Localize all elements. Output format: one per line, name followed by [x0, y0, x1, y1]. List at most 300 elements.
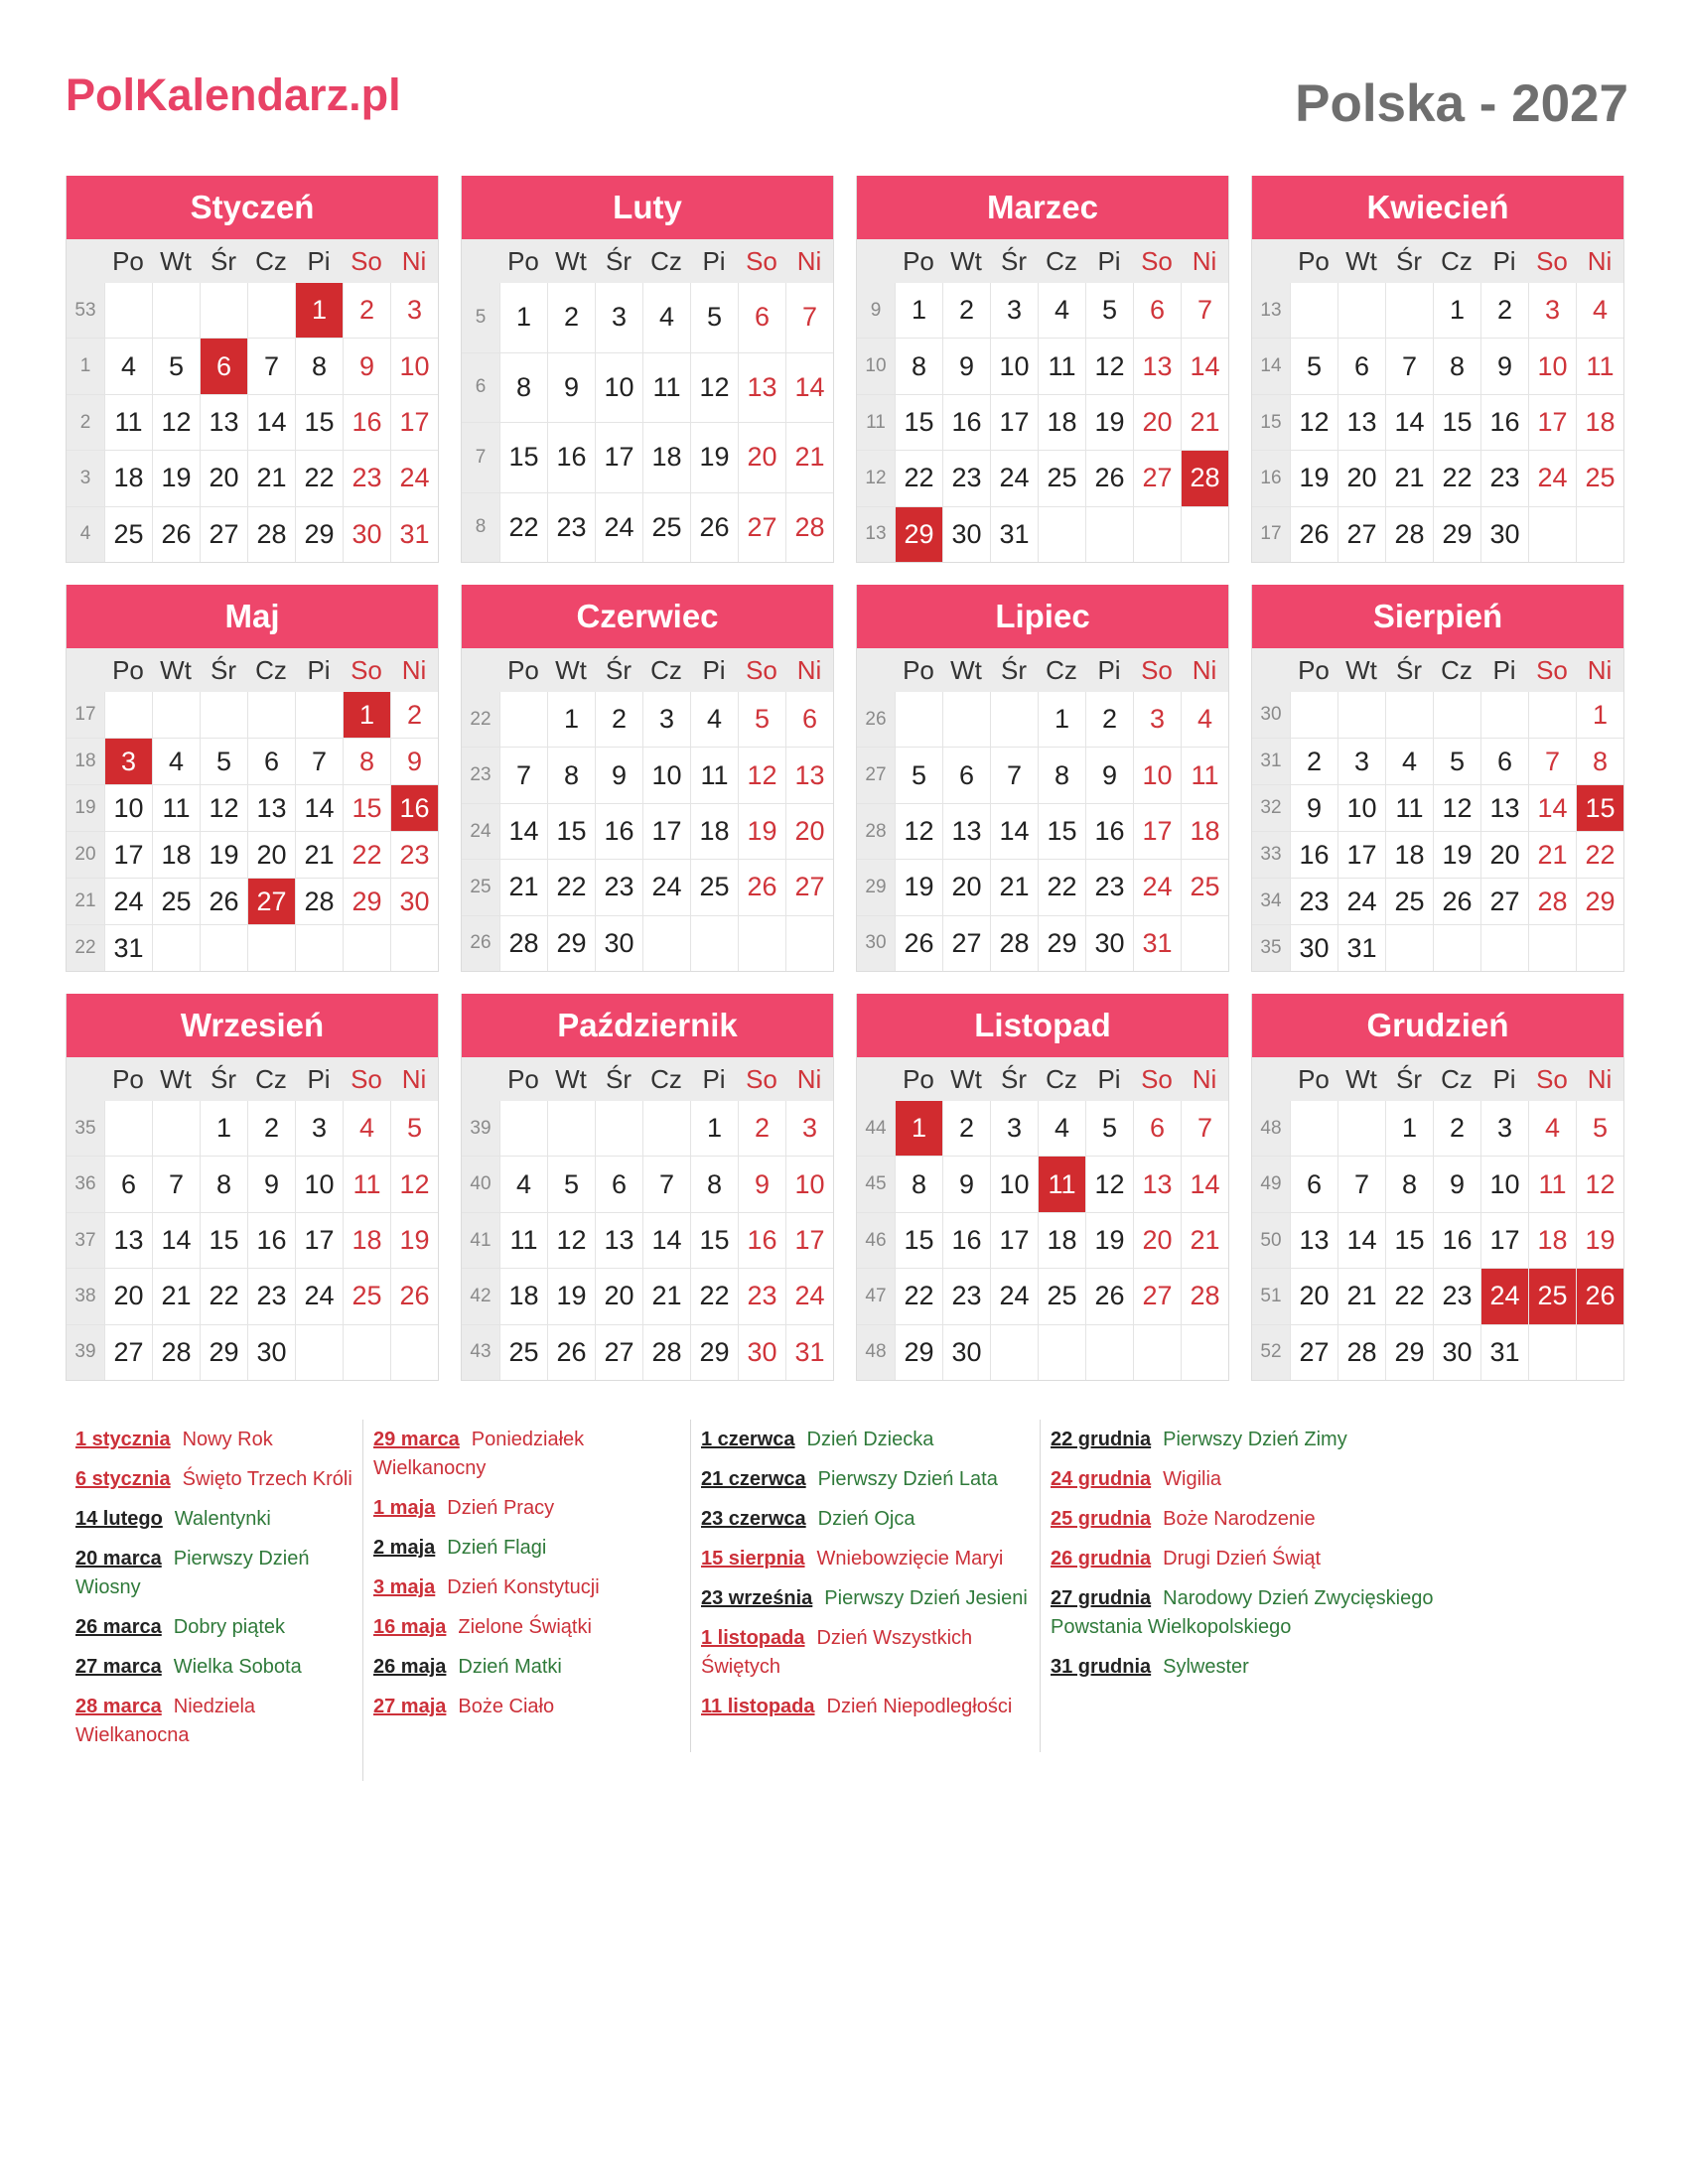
- month-header: Sierpień: [1252, 585, 1623, 648]
- day-cell: 24: [595, 493, 642, 563]
- day-cell: 25: [1528, 1269, 1576, 1323]
- month-header: Wrzesień: [67, 994, 438, 1057]
- day-cell: 2: [343, 283, 390, 338]
- week-number: 38: [67, 1269, 104, 1323]
- week-number: 30: [857, 916, 895, 971]
- holiday-date-link[interactable]: 15 sierpnia: [701, 1548, 805, 1570]
- empty-day-cell: [200, 692, 247, 738]
- day-cell: 25: [690, 860, 738, 914]
- day-cell: 20: [785, 804, 833, 859]
- week-row: [1252, 738, 1623, 784]
- week-number: 19: [67, 785, 104, 831]
- month-header: Styczeń: [67, 176, 438, 239]
- weekday-label: Śr: [1001, 1063, 1027, 1094]
- day-cell: 8: [690, 1157, 738, 1211]
- day-cell: 26: [690, 493, 738, 563]
- day-cell: 10: [1480, 1157, 1528, 1211]
- week-number: 33: [1252, 832, 1290, 878]
- holiday-name: Sylwester: [1163, 1656, 1249, 1678]
- holiday-date-link[interactable]: 1 stycznia: [75, 1429, 171, 1450]
- day-cell: 25: [1181, 860, 1228, 914]
- day-cell: 20: [1290, 1269, 1337, 1323]
- month-calendar: [856, 176, 1229, 563]
- week-row: [857, 1156, 1228, 1211]
- day-cell: 7: [499, 748, 547, 802]
- day-cell: 30: [942, 1325, 990, 1380]
- day-cell: 30: [738, 1325, 785, 1380]
- holiday-column: [1041, 1420, 1537, 1712]
- holiday-item: [75, 1545, 352, 1602]
- empty-day-cell: [152, 1101, 200, 1156]
- day-cell: 12: [1576, 1157, 1623, 1211]
- week-number: 31: [1252, 739, 1290, 784]
- holiday-date-link[interactable]: 25 grudnia: [1051, 1508, 1152, 1530]
- month-header: Czerwiec: [462, 585, 833, 648]
- day-cell: 19: [200, 832, 247, 878]
- day-cell: 13: [942, 804, 990, 859]
- day-cell: 13: [200, 395, 247, 450]
- weekday-label: Ni: [1587, 654, 1613, 685]
- day-cell: 2: [247, 1101, 295, 1156]
- day-cell: 20: [738, 423, 785, 492]
- day-cell: 8: [1576, 739, 1623, 784]
- holiday-item: [1051, 1465, 1527, 1494]
- day-cell: 21: [1528, 832, 1576, 878]
- day-cell: 9: [595, 748, 642, 802]
- week-number: 34: [1252, 879, 1290, 924]
- day-cell: 11: [642, 353, 690, 423]
- empty-day-cell: [1385, 925, 1433, 971]
- day-cell: 1: [1385, 1101, 1433, 1156]
- empty-day-cell: [499, 692, 547, 747]
- week-row: [462, 1212, 833, 1268]
- day-cell: 7: [785, 283, 833, 352]
- day-cell: 23: [738, 1269, 785, 1323]
- week-row: [857, 915, 1228, 971]
- week-row: [1252, 338, 1623, 393]
- day-cell: 17: [990, 1213, 1038, 1268]
- day-cell: 5: [690, 283, 738, 352]
- day-cell: 16: [1290, 832, 1337, 878]
- day-cell: 5: [895, 748, 942, 802]
- week-row: [857, 1101, 1228, 1156]
- month-header: Maj: [67, 585, 438, 648]
- day-cell: 9: [390, 739, 438, 784]
- weekday-label: Wt: [555, 245, 587, 276]
- day-cell: 16: [942, 395, 990, 450]
- week-row: [1252, 1156, 1623, 1211]
- day-cell: 9: [343, 339, 390, 393]
- holiday-date-link[interactable]: 11 listopada: [701, 1696, 815, 1717]
- week-rows: [462, 692, 833, 971]
- holiday-name: Wigilia: [1163, 1468, 1222, 1490]
- day-cell: 6: [1133, 1101, 1181, 1156]
- day-cell: 24: [1480, 1269, 1528, 1323]
- day-cell: 30: [1433, 1325, 1480, 1380]
- holiday-column: [363, 1420, 691, 1752]
- day-cell: 26: [1576, 1269, 1623, 1323]
- holiday-name: Narodowy Dzień Zwycięskiego Powstania Wielkopolskiego: [1051, 1587, 1434, 1638]
- day-cell: 12: [738, 748, 785, 802]
- weekday-label: So: [746, 1063, 777, 1094]
- holiday-date-link[interactable]: 23 czerwca: [701, 1508, 806, 1530]
- day-cell: 24: [785, 1269, 833, 1323]
- holiday-date-link[interactable]: 31 grudnia: [1051, 1656, 1152, 1678]
- holiday-date-link[interactable]: 26 grudnia: [1051, 1548, 1152, 1570]
- week-row: [67, 692, 438, 738]
- weekday-label: Wt: [1345, 1063, 1377, 1094]
- day-cell: 5: [738, 692, 785, 747]
- day-cell: 1: [895, 283, 942, 338]
- day-cell: 5: [1576, 1101, 1623, 1156]
- holiday-name: Poniedziałek Wielkanocny: [373, 1429, 585, 1479]
- empty-day-cell: [1181, 507, 1228, 562]
- day-cell: 16: [343, 395, 390, 450]
- empty-day-cell: [1480, 925, 1528, 971]
- holiday-date-link[interactable]: 1 listopada: [701, 1627, 805, 1649]
- week-rows: [67, 1101, 438, 1380]
- month-header: Marzec: [857, 176, 1228, 239]
- holiday-name: Pierwszy Dzień Jesieni: [824, 1587, 1028, 1609]
- holiday-item: [373, 1693, 680, 1721]
- day-cell: 24: [390, 451, 438, 505]
- holiday-item: [1051, 1653, 1527, 1682]
- holiday-date-link[interactable]: 24 grudnia: [1051, 1468, 1152, 1490]
- day-cell: 2: [1433, 1101, 1480, 1156]
- holiday-legend: [66, 1420, 1537, 1781]
- week-row: [857, 450, 1228, 505]
- month-header: Kwiecień: [1252, 176, 1623, 239]
- week-row: [67, 831, 438, 878]
- day-cell: 3: [390, 283, 438, 338]
- week-number: 51: [1252, 1269, 1290, 1323]
- weekday-label: Wt: [160, 1063, 192, 1094]
- week-number: 10: [857, 339, 895, 393]
- week-row: [462, 283, 833, 352]
- day-cell: 24: [1133, 860, 1181, 914]
- month-calendar: [1251, 994, 1624, 1381]
- day-cell: 8: [895, 339, 942, 393]
- day-cell: 12: [1290, 395, 1337, 450]
- day-cell: 3: [595, 283, 642, 352]
- weekday-header-row: [857, 239, 1228, 283]
- empty-day-cell: [1528, 925, 1576, 971]
- day-cell: 14: [499, 804, 547, 859]
- week-number: 22: [462, 692, 499, 747]
- day-cell: 23: [343, 451, 390, 505]
- day-cell: 29: [343, 879, 390, 924]
- day-cell: 28: [152, 1325, 200, 1380]
- week-row: [1252, 1212, 1623, 1268]
- day-cell: 22: [499, 493, 547, 563]
- day-cell: 22: [547, 860, 595, 914]
- holiday-date-link[interactable]: 22 grudnia: [1051, 1429, 1152, 1450]
- day-cell: 24: [295, 1269, 343, 1323]
- day-cell: 29: [1385, 1325, 1433, 1380]
- weekday-label: Cz: [650, 654, 682, 685]
- empty-day-cell: [1528, 1325, 1576, 1380]
- holiday-date-link[interactable]: 3 maja: [373, 1576, 436, 1598]
- weekday-label: Śr: [1001, 245, 1027, 276]
- holiday-date-link[interactable]: 26 maja: [373, 1656, 447, 1678]
- day-cell: 7: [1181, 283, 1228, 338]
- holiday-date-link[interactable]: 26 marca: [75, 1616, 162, 1638]
- week-rows: [857, 692, 1228, 971]
- weekday-label: Śr: [211, 245, 236, 276]
- day-cell: 29: [895, 1325, 942, 1380]
- weekday-label: Ni: [401, 1063, 427, 1094]
- holiday-date-link[interactable]: 2 maja: [373, 1537, 436, 1559]
- day-cell: 26: [1085, 451, 1133, 505]
- day-cell: 28: [1337, 1325, 1385, 1380]
- empty-day-cell: [295, 925, 343, 971]
- week-row: [857, 747, 1228, 802]
- day-cell: 10: [1337, 785, 1385, 831]
- day-cell: 10: [104, 785, 152, 831]
- day-cell: 4: [499, 1157, 547, 1211]
- day-cell: 19: [547, 1269, 595, 1323]
- holiday-date-link[interactable]: 23 września: [701, 1587, 813, 1609]
- day-cell: 16: [1085, 804, 1133, 859]
- week-row: [67, 394, 438, 450]
- week-number: 14: [1252, 339, 1290, 393]
- weekday-label: So: [1536, 1063, 1568, 1094]
- holiday-name: Dzień Ojca: [817, 1508, 915, 1530]
- day-cell: 10: [595, 353, 642, 423]
- day-cell: 14: [1337, 1213, 1385, 1268]
- empty-day-cell: [343, 925, 390, 971]
- empty-day-cell: [990, 1325, 1038, 1380]
- holiday-date-link[interactable]: 1 czerwca: [701, 1429, 795, 1450]
- weekday-label: Pi: [1492, 1063, 1516, 1094]
- empty-day-cell: [1038, 1325, 1085, 1380]
- empty-day-cell: [104, 1101, 152, 1156]
- day-cell: 1: [499, 283, 547, 352]
- day-cell: 2: [547, 283, 595, 352]
- holiday-name: Dzień Dziecka: [806, 1429, 934, 1450]
- day-cell: 25: [642, 493, 690, 563]
- holiday-date-link[interactable]: 16 maja: [373, 1616, 447, 1638]
- day-cell: 3: [990, 1101, 1038, 1156]
- day-cell: 10: [990, 339, 1038, 393]
- day-cell: 6: [738, 283, 785, 352]
- week-number: 6: [462, 353, 499, 423]
- holiday-date-link[interactable]: 27 grudnia: [1051, 1587, 1152, 1609]
- weekday-label: Śr: [606, 1063, 632, 1094]
- day-cell: 15: [690, 1213, 738, 1268]
- weekday-label: Wt: [1345, 654, 1377, 685]
- week-row: [67, 1212, 438, 1268]
- day-cell: 4: [690, 692, 738, 747]
- day-cell: 30: [595, 916, 642, 971]
- empty-day-cell: [1337, 1101, 1385, 1156]
- day-cell: 5: [1433, 739, 1480, 784]
- week-number: 26: [462, 916, 499, 971]
- holiday-date-link[interactable]: 28 marca: [75, 1696, 162, 1717]
- day-cell: 2: [942, 283, 990, 338]
- week-number: 3: [67, 451, 104, 505]
- day-cell: 3: [1480, 1101, 1528, 1156]
- weekday-label: Śr: [1396, 1063, 1422, 1094]
- holiday-date-link[interactable]: 6 stycznia: [75, 1468, 171, 1490]
- empty-day-cell: [1038, 507, 1085, 562]
- month-calendar: [856, 994, 1229, 1381]
- weekday-label: Po: [112, 654, 144, 685]
- day-cell: 14: [152, 1213, 200, 1268]
- holiday-item: [75, 1613, 352, 1642]
- weekday-header-row: [67, 648, 438, 692]
- day-cell: 19: [1290, 451, 1337, 505]
- empty-day-cell: [738, 916, 785, 971]
- day-cell: 18: [690, 804, 738, 859]
- day-cell: 2: [1480, 283, 1528, 338]
- week-rows: [857, 283, 1228, 562]
- holiday-name: Dzień Konstytucji: [447, 1576, 600, 1598]
- day-cell: 15: [200, 1213, 247, 1268]
- day-cell: 29: [1038, 916, 1085, 971]
- week-row: [462, 1268, 833, 1323]
- day-cell: 14: [1181, 1157, 1228, 1211]
- holiday-column: [691, 1420, 1041, 1752]
- weekday-label: Pi: [307, 245, 331, 276]
- week-number: 18: [67, 739, 104, 784]
- weekday-header-row: [1252, 239, 1623, 283]
- holiday-name: Niedziela Wielkanocna: [75, 1696, 256, 1746]
- day-cell: 1: [295, 283, 343, 338]
- day-cell: 11: [1385, 785, 1433, 831]
- day-cell: 7: [295, 739, 343, 784]
- week-number: 48: [857, 1325, 895, 1380]
- week-number: 48: [1252, 1101, 1290, 1156]
- holiday-date-link[interactable]: 29 marca: [373, 1429, 460, 1450]
- week-number: 11: [857, 395, 895, 450]
- holiday-item: [701, 1426, 1030, 1454]
- day-cell: 19: [152, 451, 200, 505]
- holiday-date-link[interactable]: 20 marca: [75, 1548, 162, 1570]
- day-cell: 26: [390, 1269, 438, 1323]
- empty-day-cell: [295, 692, 343, 738]
- week-number: 15: [1252, 395, 1290, 450]
- day-cell: 21: [1337, 1269, 1385, 1323]
- holiday-date-link[interactable]: 14 lutego: [75, 1508, 163, 1530]
- holiday-item: [701, 1624, 1030, 1682]
- holiday-name: Dzień Flagi: [447, 1537, 547, 1559]
- day-cell: 8: [1038, 748, 1085, 802]
- day-cell: 27: [104, 1325, 152, 1380]
- holiday-name: Wniebowzięcie Maryi: [816, 1548, 1004, 1570]
- week-row: [857, 394, 1228, 450]
- week-row: [462, 915, 833, 971]
- day-cell: 20: [942, 860, 990, 914]
- weekday-label: Pi: [307, 1063, 331, 1094]
- day-cell: 3: [1133, 692, 1181, 747]
- day-cell: 12: [1433, 785, 1480, 831]
- weekday-label: Po: [507, 1063, 539, 1094]
- day-cell: 14: [1385, 395, 1433, 450]
- day-cell: 9: [942, 1157, 990, 1211]
- day-cell: 1: [895, 1101, 942, 1156]
- holiday-name: Wielka Sobota: [173, 1656, 302, 1678]
- empty-day-cell: [1433, 925, 1480, 971]
- day-cell: 4: [1038, 283, 1085, 338]
- day-cell: 15: [547, 804, 595, 859]
- day-cell: 13: [247, 785, 295, 831]
- day-cell: 24: [104, 879, 152, 924]
- day-cell: 29: [1433, 507, 1480, 562]
- holiday-name: Walentynki: [174, 1508, 271, 1530]
- holiday-date-link[interactable]: 27 marca: [75, 1656, 162, 1678]
- day-cell: 18: [1038, 1213, 1085, 1268]
- day-cell: 26: [738, 860, 785, 914]
- day-cell: 26: [152, 507, 200, 562]
- day-cell: 8: [499, 353, 547, 423]
- empty-day-cell: [1290, 692, 1337, 738]
- week-rows: [462, 283, 833, 562]
- day-cell: 15: [1385, 1213, 1433, 1268]
- day-cell: 17: [1528, 395, 1576, 450]
- day-cell: 1: [547, 692, 595, 747]
- day-cell: 6: [1337, 339, 1385, 393]
- day-cell: 2: [1290, 739, 1337, 784]
- day-cell: 27: [1133, 451, 1181, 505]
- empty-day-cell: [1085, 507, 1133, 562]
- day-cell: 16: [1480, 395, 1528, 450]
- day-cell: 7: [1337, 1157, 1385, 1211]
- week-number: 52: [1252, 1325, 1290, 1380]
- holiday-date-link[interactable]: 27 maja: [373, 1696, 447, 1717]
- day-cell: 20: [1480, 832, 1528, 878]
- day-cell: 1: [1576, 692, 1623, 738]
- week-number: 44: [857, 1101, 895, 1156]
- weekday-label: Ni: [796, 654, 822, 685]
- holiday-name: Święto Trzech Króli: [182, 1468, 352, 1490]
- day-cell: 21: [1181, 1213, 1228, 1268]
- day-cell: 5: [200, 739, 247, 784]
- day-cell: 21: [1385, 451, 1433, 505]
- day-cell: 25: [1038, 1269, 1085, 1323]
- weekday-label: Wt: [555, 654, 587, 685]
- month-header: Lipiec: [857, 585, 1228, 648]
- holiday-date-link[interactable]: 21 czerwca: [701, 1468, 806, 1490]
- day-cell: 15: [895, 395, 942, 450]
- day-cell: 11: [690, 748, 738, 802]
- holiday-date-link[interactable]: 1 maja: [373, 1497, 436, 1519]
- day-cell: 27: [1337, 507, 1385, 562]
- month-calendar: [461, 176, 834, 563]
- week-number: 39: [67, 1325, 104, 1380]
- day-cell: 11: [343, 1157, 390, 1211]
- week-number: 53: [67, 283, 104, 338]
- month-header: Luty: [462, 176, 833, 239]
- day-cell: 31: [1337, 925, 1385, 971]
- week-row: [67, 1156, 438, 1211]
- day-cell: 28: [1181, 451, 1228, 505]
- empty-day-cell: [1385, 283, 1433, 338]
- week-row: [1252, 1268, 1623, 1323]
- day-cell: 26: [895, 916, 942, 971]
- day-cell: 12: [690, 353, 738, 423]
- day-cell: 11: [152, 785, 200, 831]
- empty-day-cell: [343, 1325, 390, 1380]
- weekday-label: So: [1536, 245, 1568, 276]
- weekday-label: Pi: [1492, 654, 1516, 685]
- empty-day-cell: [1528, 692, 1576, 738]
- week-number: 4: [67, 507, 104, 562]
- day-cell: 29: [295, 507, 343, 562]
- weekday-label: Śr: [211, 1063, 236, 1094]
- day-cell: 29: [200, 1325, 247, 1380]
- day-cell: 16: [595, 804, 642, 859]
